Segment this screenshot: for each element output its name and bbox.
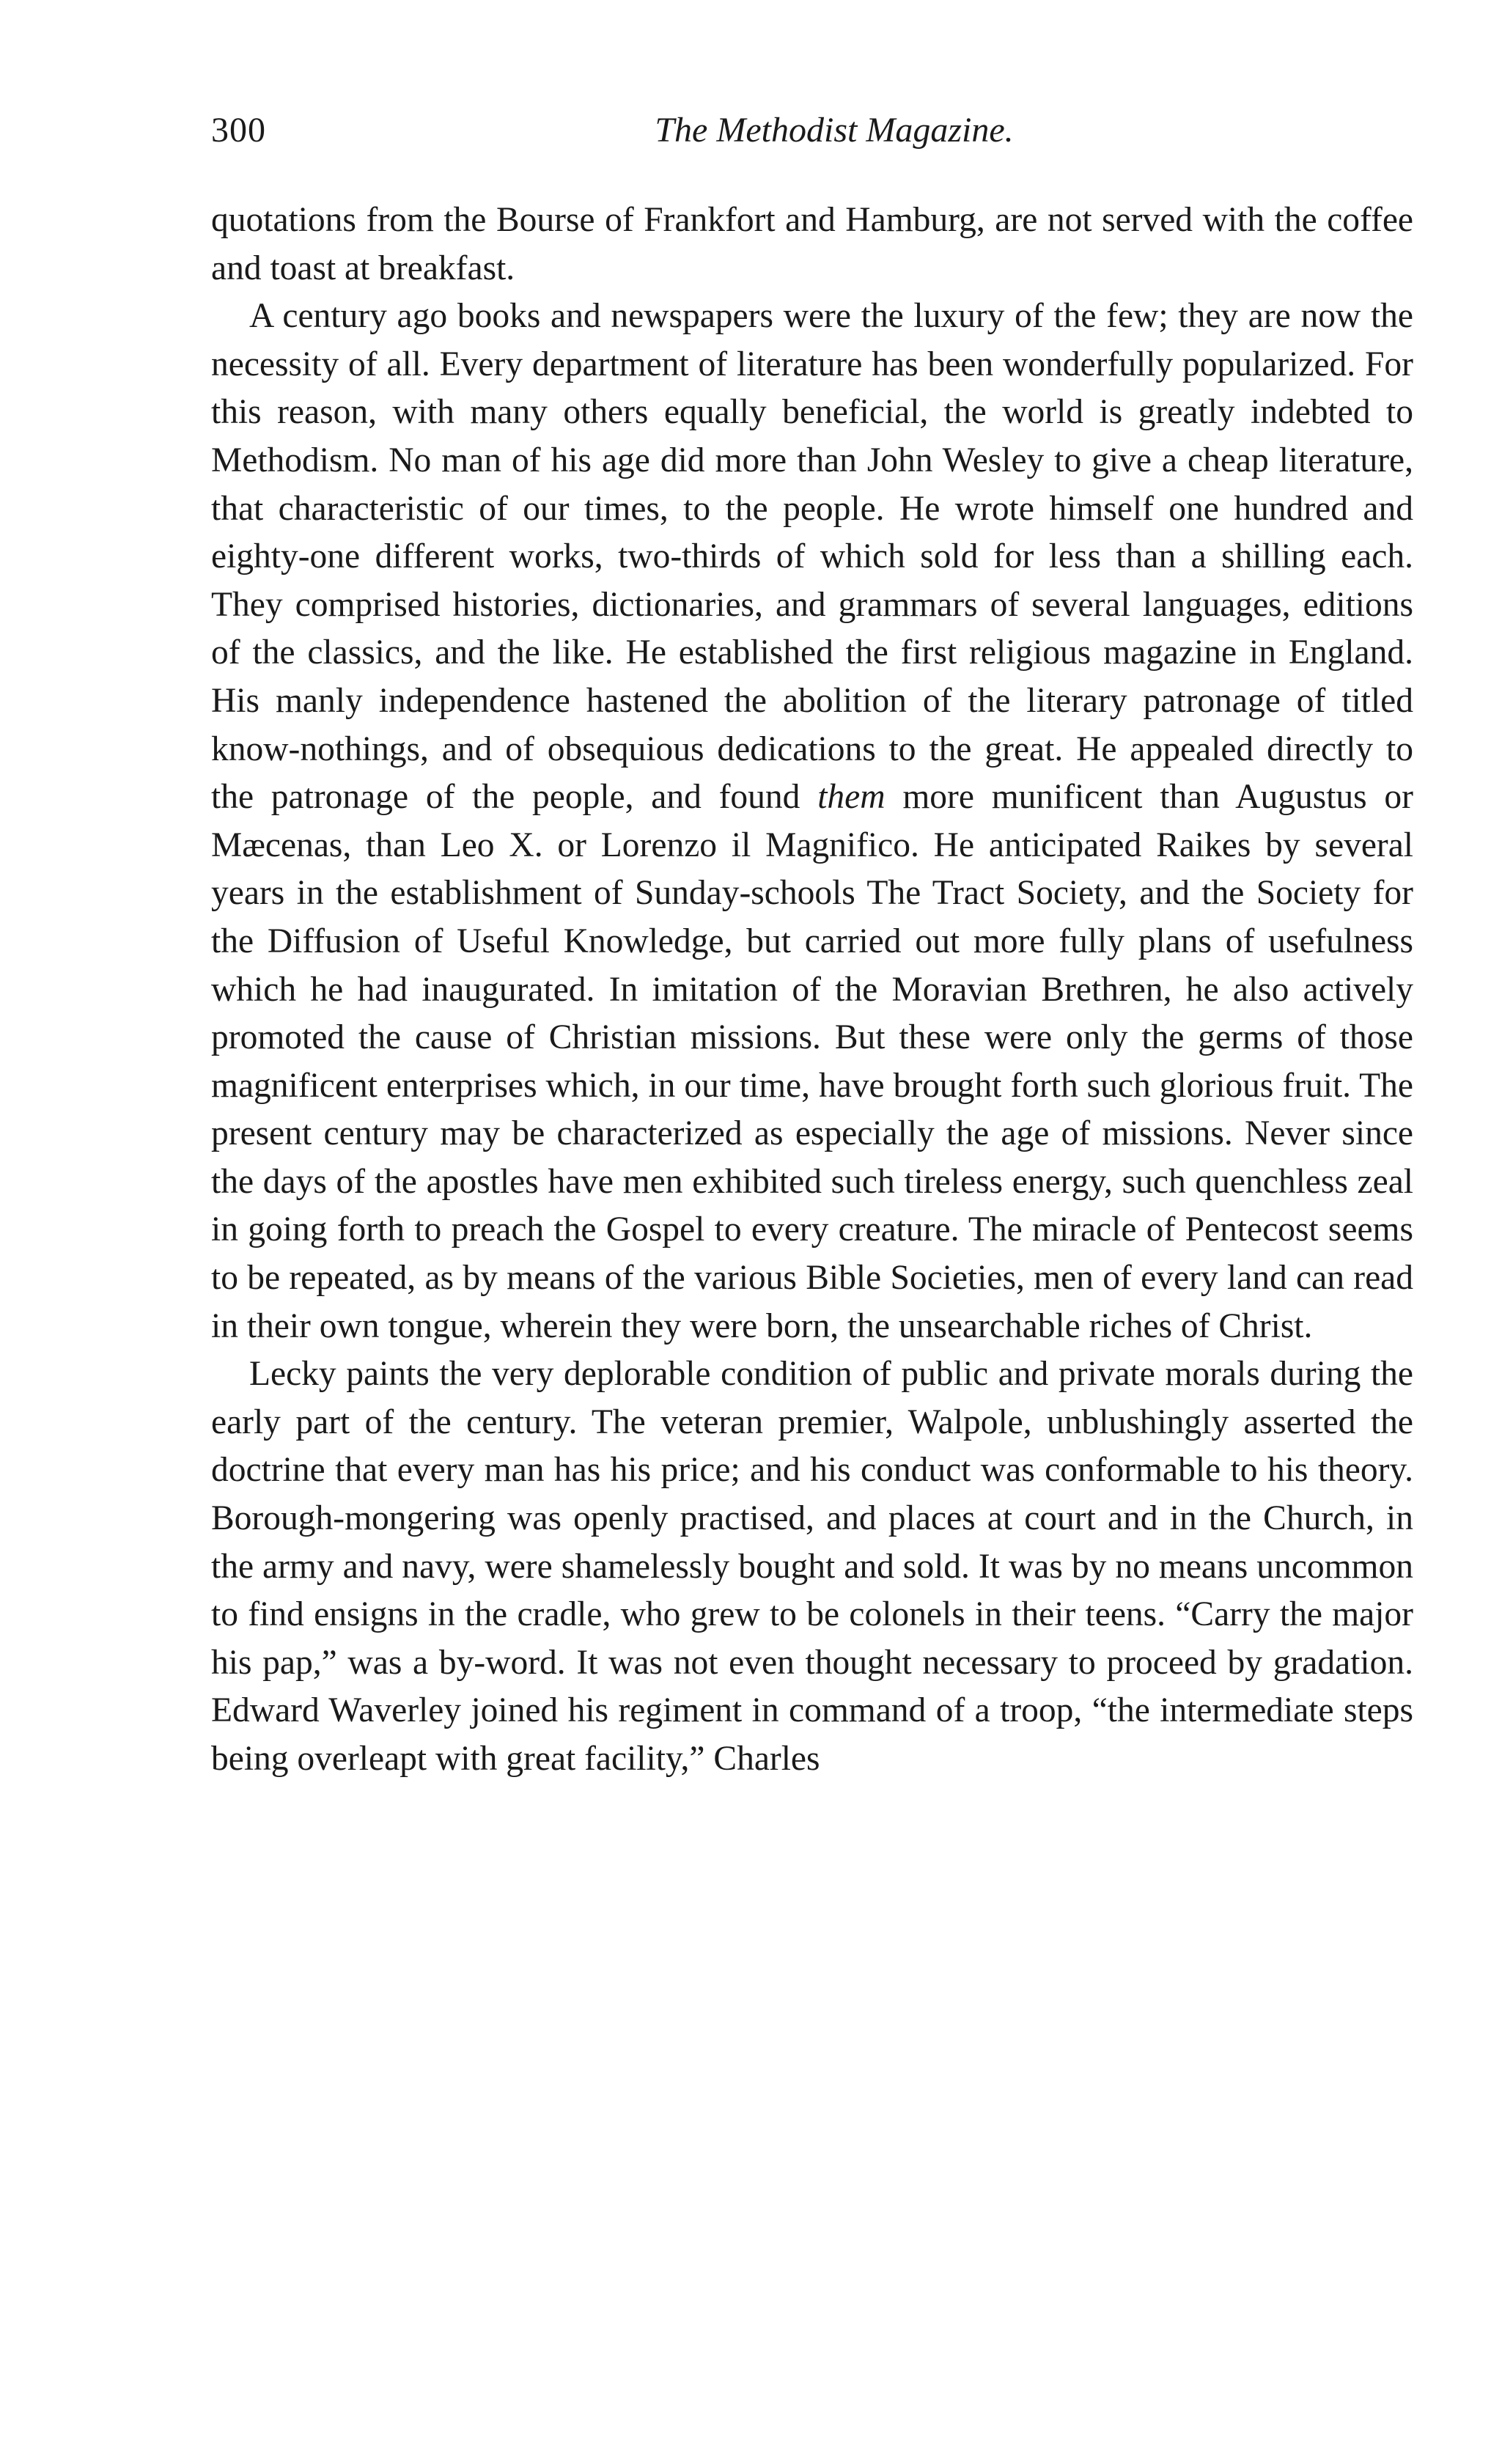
paragraph-3 xyxy=(211,1350,1413,1783)
paragraph-2 xyxy=(211,293,1413,1350)
running-header xyxy=(211,110,1413,176)
paragraph-2-text: A century ago books and newspapers were the luxury of the few; they are now the necessity of all. Every department of literature has been wonderfully popularized. For this reason, with many others equally beneficial, the world is greatly indebted to Methodism. No man of his age did more than John Wesley to give a cheap literature, that characteristic of our times, to the people. He wrote himself one hundred and eighty-one different works, two-thirds of which sold for less than a shilling each. They comprised histories, dictionaries, and grammars of several languages, editions of the classics, and the like. He established the first religious magazine in England. His manly independence hastened the abolition of the literary patronage of titled know-nothings, and of obsequious dedications to the great. He appealed directly to the patronage of the people, and found xyxy=(211,297,1413,817)
body-text xyxy=(211,196,1413,1784)
book-page xyxy=(211,110,1413,1784)
running-title: The Methodist Magazine. xyxy=(655,111,1014,150)
paragraph-3-text: Lecky paints the very deplorable condition of public and private morals during the early part of the century. The veteran premier, Walpole, unblushingly asserted the doctrine that every man has his price; and his conduct was conformable to his theory. Borough-mongering was openly practised, and places at court and in the Church, in the army and navy, were shamelessly bought and sold. It was by no means uncommon to find ensigns in the cradle, who grew to be colonels in their teens. “Carry the major his pap,” was a by-word. It was not even thought necessary to proceed by gradation. Edward Waverley joined his regiment in command of a troop, “the intermediate steps being overleapt with great facility,” Charles xyxy=(211,1355,1413,1778)
paragraph-2-text-after: more munificent than Augustus or Mæcenas, than Leo X. or Lorenzo il Magnifico. He anticipated Raikes by several years in the establishment of Sunday-schools The Tract Society, and the Society for the Diffusion of Useful Knowledge, but carried out more fully plans of usefulness which he had inaugurated. In imitation of the Moravian Brethren, he also actively promoted the cause of Christian missions. But these were only the germs of those magnificent enterprises which, in our time, have brought forth such glorious fruit. The present century may be characterized as especially the age of missions. Never since the days of the apostles have men exhibited such tireless energy, such quenchless zeal in going forth to preach the Gospel to every creature. The miracle of Pentecost seems to be repeated, as by means of the various Bible Societies, men of every land can read in their own tongue, wherein they were born, the unsearchable riches of Christ. xyxy=(211,778,1413,1345)
page-number: 300 xyxy=(211,111,266,150)
paragraph-1 xyxy=(211,196,1413,293)
paragraph-1-text: quotations from the Bourse of Frankfort and Hamburg, are not served with the coffee and toast at breakfast. xyxy=(211,201,1413,287)
paragraph-2-emphasis: them xyxy=(817,778,886,817)
